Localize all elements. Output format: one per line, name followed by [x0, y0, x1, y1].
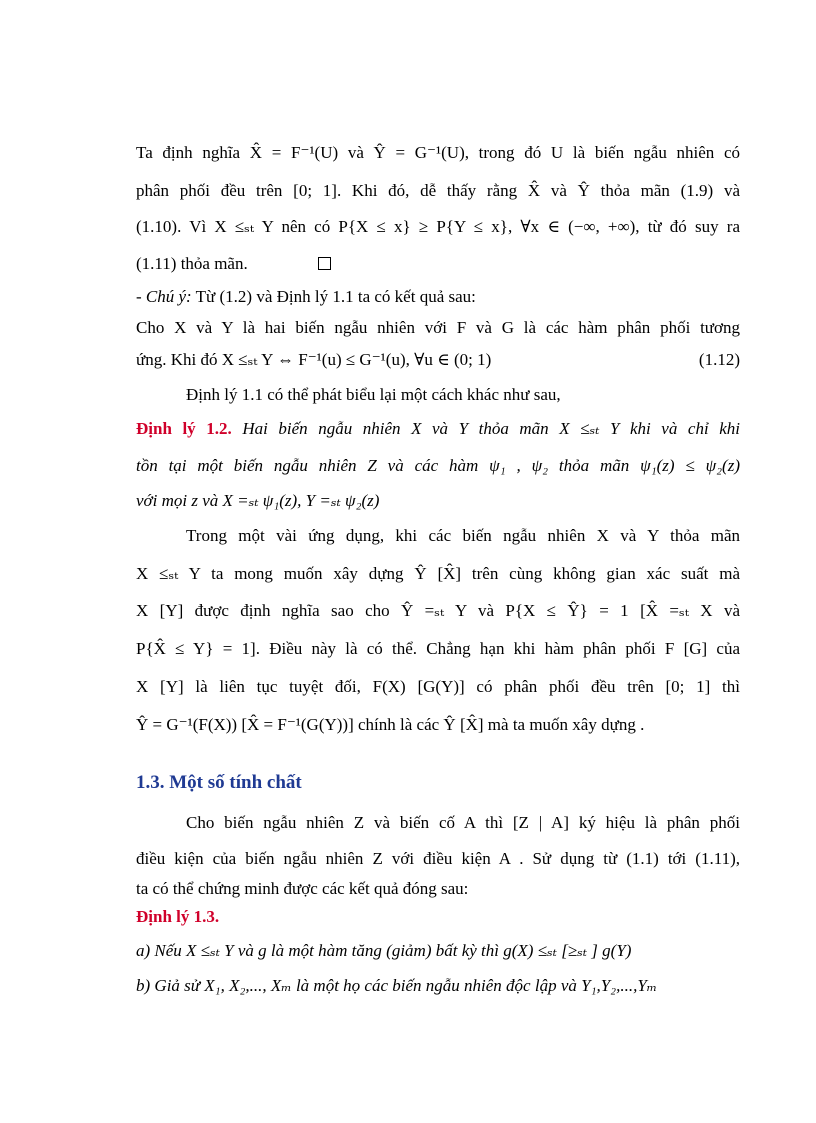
paragraph-line: X [Y] là liên tục tuyệt đối, F(X) [G(Y)] có phân phối đều trên [0; 1] thì — [136, 677, 740, 696]
note-line — [136, 286, 740, 308]
paragraph-line: Cho X và Y là hai biến ngẫu nhiên với F và G là các hàm phân phối tương — [136, 318, 740, 337]
paragraph-line: (1.10). Vì X ≤ₛₜ Y nên có P{X ≤ x} ≥ P{Y ≤ x}, ∀x ∈ (−∞, +∞), từ đó suy ra — [136, 217, 740, 236]
paragraph-line: phân phối đều trên [0; 1]. Khi đó, dễ thấy rằng X̂ và Ŷ thỏa mãn (1.9) và — [136, 181, 740, 200]
equation-text: ứng. Khi đó X ≤ₛₜ Y ⇔ F⁻¹(u) ≤ G⁻¹(u), ∀u ∈ (0; 1) — [136, 350, 492, 369]
theorem-text: Hai biến ngẫu nhiên X và Y thỏa mãn X ≤ₛₜ Y khi và chỉ khi — [242, 419, 740, 438]
paragraph-line: X ≤ₛₜ Y ta mong muốn xây dựng Ŷ [X̂] trên cùng không gian xác suất mà — [136, 564, 740, 583]
text-span: (1.11) thỏa mãn. — [136, 254, 248, 273]
theorem-line: tồn tại một biến ngẫu nhiên Z và các hàm ψ₁ , ψ₂ thỏa mãn ψ₁(z) ≤ ψ₂(z) — [136, 456, 740, 475]
theorem-label: Định lý 1.2. — [136, 419, 232, 438]
theorem-line: b) Giả sử X₁, X₂,..., Xₘ là một họ các biến ngẫu nhiên độc lập và Y₁,Y₂,...,Yₘ — [136, 976, 658, 995]
note-prefix: - — [136, 287, 146, 306]
paragraph-line: ta có thể chứng minh được các kết quả đóng sau: — [136, 879, 469, 898]
note-text: Từ (1.2) và Định lý 1.1 ta có kết quả sau: — [195, 287, 476, 306]
paragraph-line: Trong một vài ứng dụng, khi các biến ngẫu nhiên X và Y thỏa mãn — [186, 526, 740, 545]
paragraph-line — [136, 253, 740, 275]
qed-square-icon — [318, 257, 331, 270]
paragraph-line: P{X̂ ≤ Y} = 1]. Điều này là có thể. Chẳng hạn khi hàm phân phối F [G] của — [136, 639, 740, 658]
paragraph-line: Ta định nghĩa X̂ = F⁻¹(U) và Ŷ = G⁻¹(U), trong đó U là biến ngẫu nhiên có — [136, 143, 740, 162]
theorem-line: a) Nếu X ≤ₛₜ Y và g là một hàm tăng (giảm) bất kỳ thì g(X) ≤ₛₜ [≥ₛₜ ] g(Y) — [136, 941, 632, 960]
paragraph-line: Cho biến ngẫu nhiên Z và biến cố A thì [Z | A] ký hiệu là phân phối — [186, 813, 740, 832]
paragraph-line: Ŷ = G⁻¹(F(X)) [X̂ = F⁻¹(G(Y))] chính là các Ŷ [X̂] mà ta muốn xây dựng . — [136, 715, 645, 734]
note-label: Chú ý: — [145, 287, 192, 306]
section-heading: 1.3. Một số tính chất — [136, 772, 302, 793]
equation-number: (1.12) — [698, 350, 740, 369]
paragraph-line: Định lý 1.1 có thể phát biểu lại một cách khác như sau, — [186, 385, 561, 404]
theorem-line: với mọi z và X =ₛₜ ψ₁(z), Y =ₛₜ ψ₂(z) — [136, 491, 380, 510]
paragraph-line: điều kiện của biến ngẫu nhiên Z với điều kiện A . Sử dụng từ (1.1) tới (1.11), — [136, 849, 740, 868]
theorem-label: Định lý 1.3. — [136, 907, 220, 926]
paragraph-line: X [Y] được định nghĩa sao cho Ŷ =ₛₜ Y và P{X ≤ Ŷ} = 1 [X̂ =ₛₜ X và — [136, 601, 740, 620]
equation-line — [136, 349, 740, 371]
theorem-line — [136, 418, 740, 440]
